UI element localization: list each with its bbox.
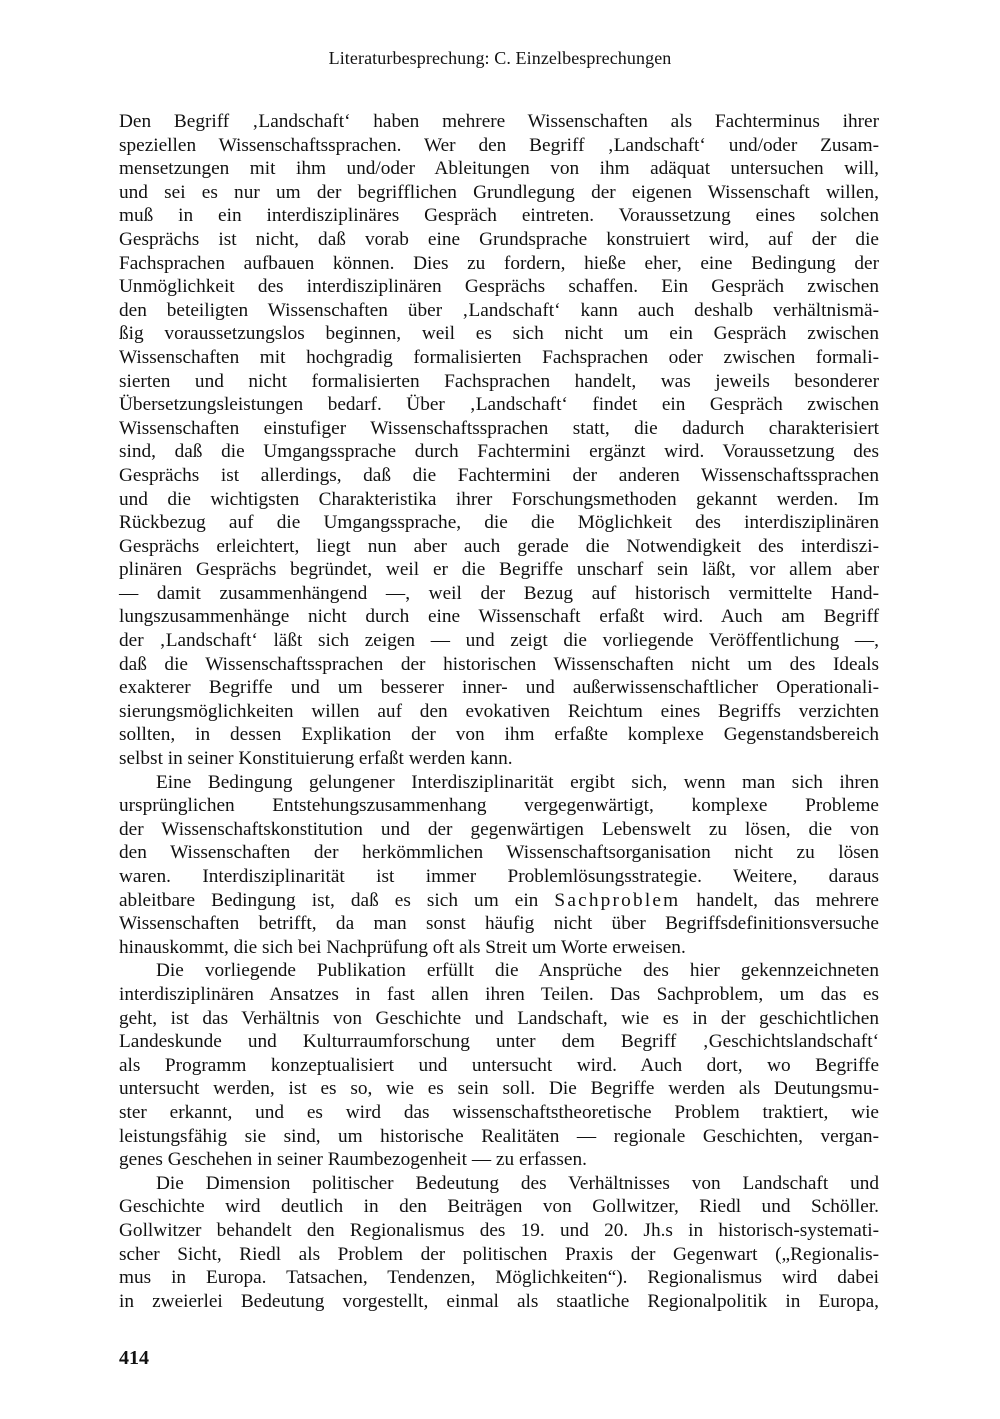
text-line: Rückbezug auf die Umgangssprache, die die Möglichkeit des interdisziplinären — [119, 512, 879, 534]
text-line: Übersetzungsleistungen bedarf. Über ‚Landschaft‘ findet ein Gespräch zwischen — [119, 394, 879, 416]
text-line: mensetzungen mit ihm und/oder Ableitungen von ihm adäquat untersuchen will, — [119, 158, 879, 180]
text-line: Gesprächs ist allerdings, daß die Fachtermini der anderen Wissenschaftssprachen — [119, 464, 879, 486]
text-line: sind, daß die Umgangssprache durch Fachtermini ergänzt wird. Voraussetzung des — [119, 441, 879, 463]
text-line: muß in ein interdisziplinäres Gespräch eintreten. Voraussetzung eines solchen — [119, 205, 879, 227]
text-line: Landeskunde und Kulturraumforschung unter dem Begriff ‚Geschichtslandschaft‘ — [119, 1031, 879, 1053]
paragraph-2 — [119, 771, 879, 960]
text-line: Gesprächs erleichtert, liegt nun aber auch gerade die Notwendigkeit des interdiszi- — [119, 535, 879, 557]
text-line: untersucht werden, ist es so, wie es sein soll. Die Begriffe werden als Deutungsmu- — [119, 1078, 879, 1100]
text-line: speziellen Wissenschaftssprachen. Wer den Begriff ‚Landschaft‘ und/oder Zusam- — [119, 134, 879, 156]
text-fragment: ableitbare Bedingung ist, daß es sich um ein — [119, 889, 555, 911]
text-line: Den Begriff ‚Landschaft‘ haben mehrere Wissenschaften als Fachterminus ihrer — [119, 111, 879, 132]
paragraph-3 — [119, 959, 879, 1171]
text-fragment: handelt, das mehrere — [680, 889, 879, 911]
text-line: selbst in seiner Konstituierung erfaßt werden kann. — [119, 748, 513, 770]
text-line: geht, ist das Verhältnis von Geschichte und Landschaft, wie es in der geschichtlichen — [119, 1007, 879, 1029]
text-line: Die Dimension politischer Bedeutung des Verhältnisses von Landschaft und — [156, 1172, 879, 1194]
paragraph-4 — [119, 1172, 879, 1314]
text-line: Eine Bedingung gelungener Interdisziplinarität ergibt sich, wenn man sich ihren — [156, 771, 879, 793]
page-number: 414 — [119, 1347, 149, 1369]
text-line: der Wissenschaftskonstitution und der gegenwärtigen Lebenswelt zu lösen, die von — [119, 818, 879, 840]
paragraph-1 — [119, 110, 879, 771]
text-line: scher Sicht, Riedl als Problem der politischen Praxis der Gegenwart („Regionalis- — [119, 1243, 879, 1265]
text-line: Unmöglichkeit des interdisziplinären Gesprächs schaffen. Ein Gespräch zwischen — [119, 276, 879, 298]
text-line: und die wichtigsten Charakteristika ihrer Forschungsmethoden gekannt werden. Im — [119, 488, 879, 510]
text-line: Die vorliegende Publikation erfüllt die Ansprüche des hier gekennzeichneten — [156, 960, 879, 982]
text-line: den Wissenschaften der herkömmlichen Wissenschaftsorganisation nicht zu lösen — [119, 842, 879, 864]
text-line: ster erkannt, und es wird das wissenschaftstheoretische Problem traktiert, wie — [119, 1101, 879, 1123]
text-line: waren. Interdisziplinarität ist immer Problemlösungsstrategie. Weitere, daraus — [119, 866, 879, 887]
text-line: lungszusammenhänge nicht durch eine Wissenschaft erfaßt wird. Auch am Begriff — [119, 606, 879, 628]
text-line: sollten, in dessen Explikation der von ihm erfaßte komplexe Gegenstandsbereich — [119, 724, 879, 746]
text-line: interdisziplinären Ansatzes in fast allen ihren Teilen. Das Sachproblem, um das es — [119, 983, 879, 1005]
text-line: ursprünglichen Entstehungszusammenhang vergegenwärtigt, komplexe Probleme — [119, 795, 879, 817]
text-line: exakterer Begriffe und um besserer inner- und außerwissenschaftlicher Operationali- — [119, 677, 879, 699]
text-line: plinären Gesprächs begründet, weil er die Begriffe unscharf sein läßt, vor allem aber — [119, 559, 879, 581]
text-line-with-emphasis — [119, 889, 879, 913]
text-line: Wissenschaften einstufiger Wissenschaftssprachen statt, die dadurch charakterisiert — [119, 417, 879, 439]
text-line: sierungsmöglichkeiten willen auf den evokativen Reichtum eines Begriffs verzichten — [119, 700, 879, 722]
text-line: der ‚Landschaft‘ läßt sich zeigen — und zeigt die vorliegende Veröffentlichung —, — [119, 630, 879, 652]
text-line: Wissenschaften mit hochgradig formalisierten Fachsprachen oder zwischen formali- — [119, 346, 879, 368]
text-line: den beteiligten Wissenschaften über ‚Landschaft‘ kann auch deshalb verhältnismä- — [119, 299, 879, 321]
text-line: Fachsprachen aufbauen können. Dies zu fordern, hieße eher, eine Bedingung der — [119, 252, 879, 274]
text-line: hinauskommt, die sich bei Nachprüfung oft als Streit um Worte erweisen. — [119, 936, 686, 958]
text-line: mus in Europa. Tatsachen, Tendenzen, Möglichkeiten“). Regionalismus wird dabei — [119, 1267, 879, 1289]
text-line: Geschichte wird deutlich in den Beiträgen von Gollwitzer, Riedl und Schöller. — [119, 1196, 879, 1218]
body-text — [119, 110, 879, 1313]
text-line: Gollwitzer behandelt den Regionalismus des 19. und 20. Jh.s in historisch-systemati- — [119, 1219, 879, 1241]
text-line: leistungsfähig sie sind, um historische Realitäten — regionale Geschichten, vergan- — [119, 1125, 879, 1147]
emphasized-word: Sachproblem — [554, 889, 681, 911]
text-line: Wissenschaften betrifft, da man sonst häufig nicht über Begriffsdefinitionsversuche — [119, 913, 879, 935]
text-line: und sei es nur um der begrifflichen Grundlegung der eigenen Wissenschaft willen, — [119, 181, 879, 203]
running-head: Literaturbesprechung: C. Einzelbesprechungen — [328, 48, 672, 68]
text-line: genes Geschehen in seiner Raumbezogenheit — zu erfassen. — [119, 1149, 587, 1171]
text-line: daß die Wissenschaftssprachen der historischen Wissenschaften nicht um des Ideals — [119, 653, 879, 675]
text-line: Gesprächs ist nicht, daß vorab eine Grundsprache konstruiert wird, auf der die — [119, 228, 879, 250]
text-line: als Programm konzeptualisiert und untersucht wird. Auch dort, wo Begriffe — [119, 1054, 879, 1076]
text-line: sierten und nicht formalisierten Fachsprachen handelt, was jeweils besonderer — [119, 370, 879, 392]
text-line: in zweierlei Bedeutung vorgestellt, einmal als staatliche Regionalpolitik in Europa, — [119, 1290, 879, 1312]
text-line: ßig voraussetzungslos beginnen, weil es sich nicht um ein Gespräch zwischen — [119, 323, 879, 345]
text-line: — damit zusammenhängend —, weil der Bezug auf historisch vermittelte Hand- — [119, 582, 879, 604]
